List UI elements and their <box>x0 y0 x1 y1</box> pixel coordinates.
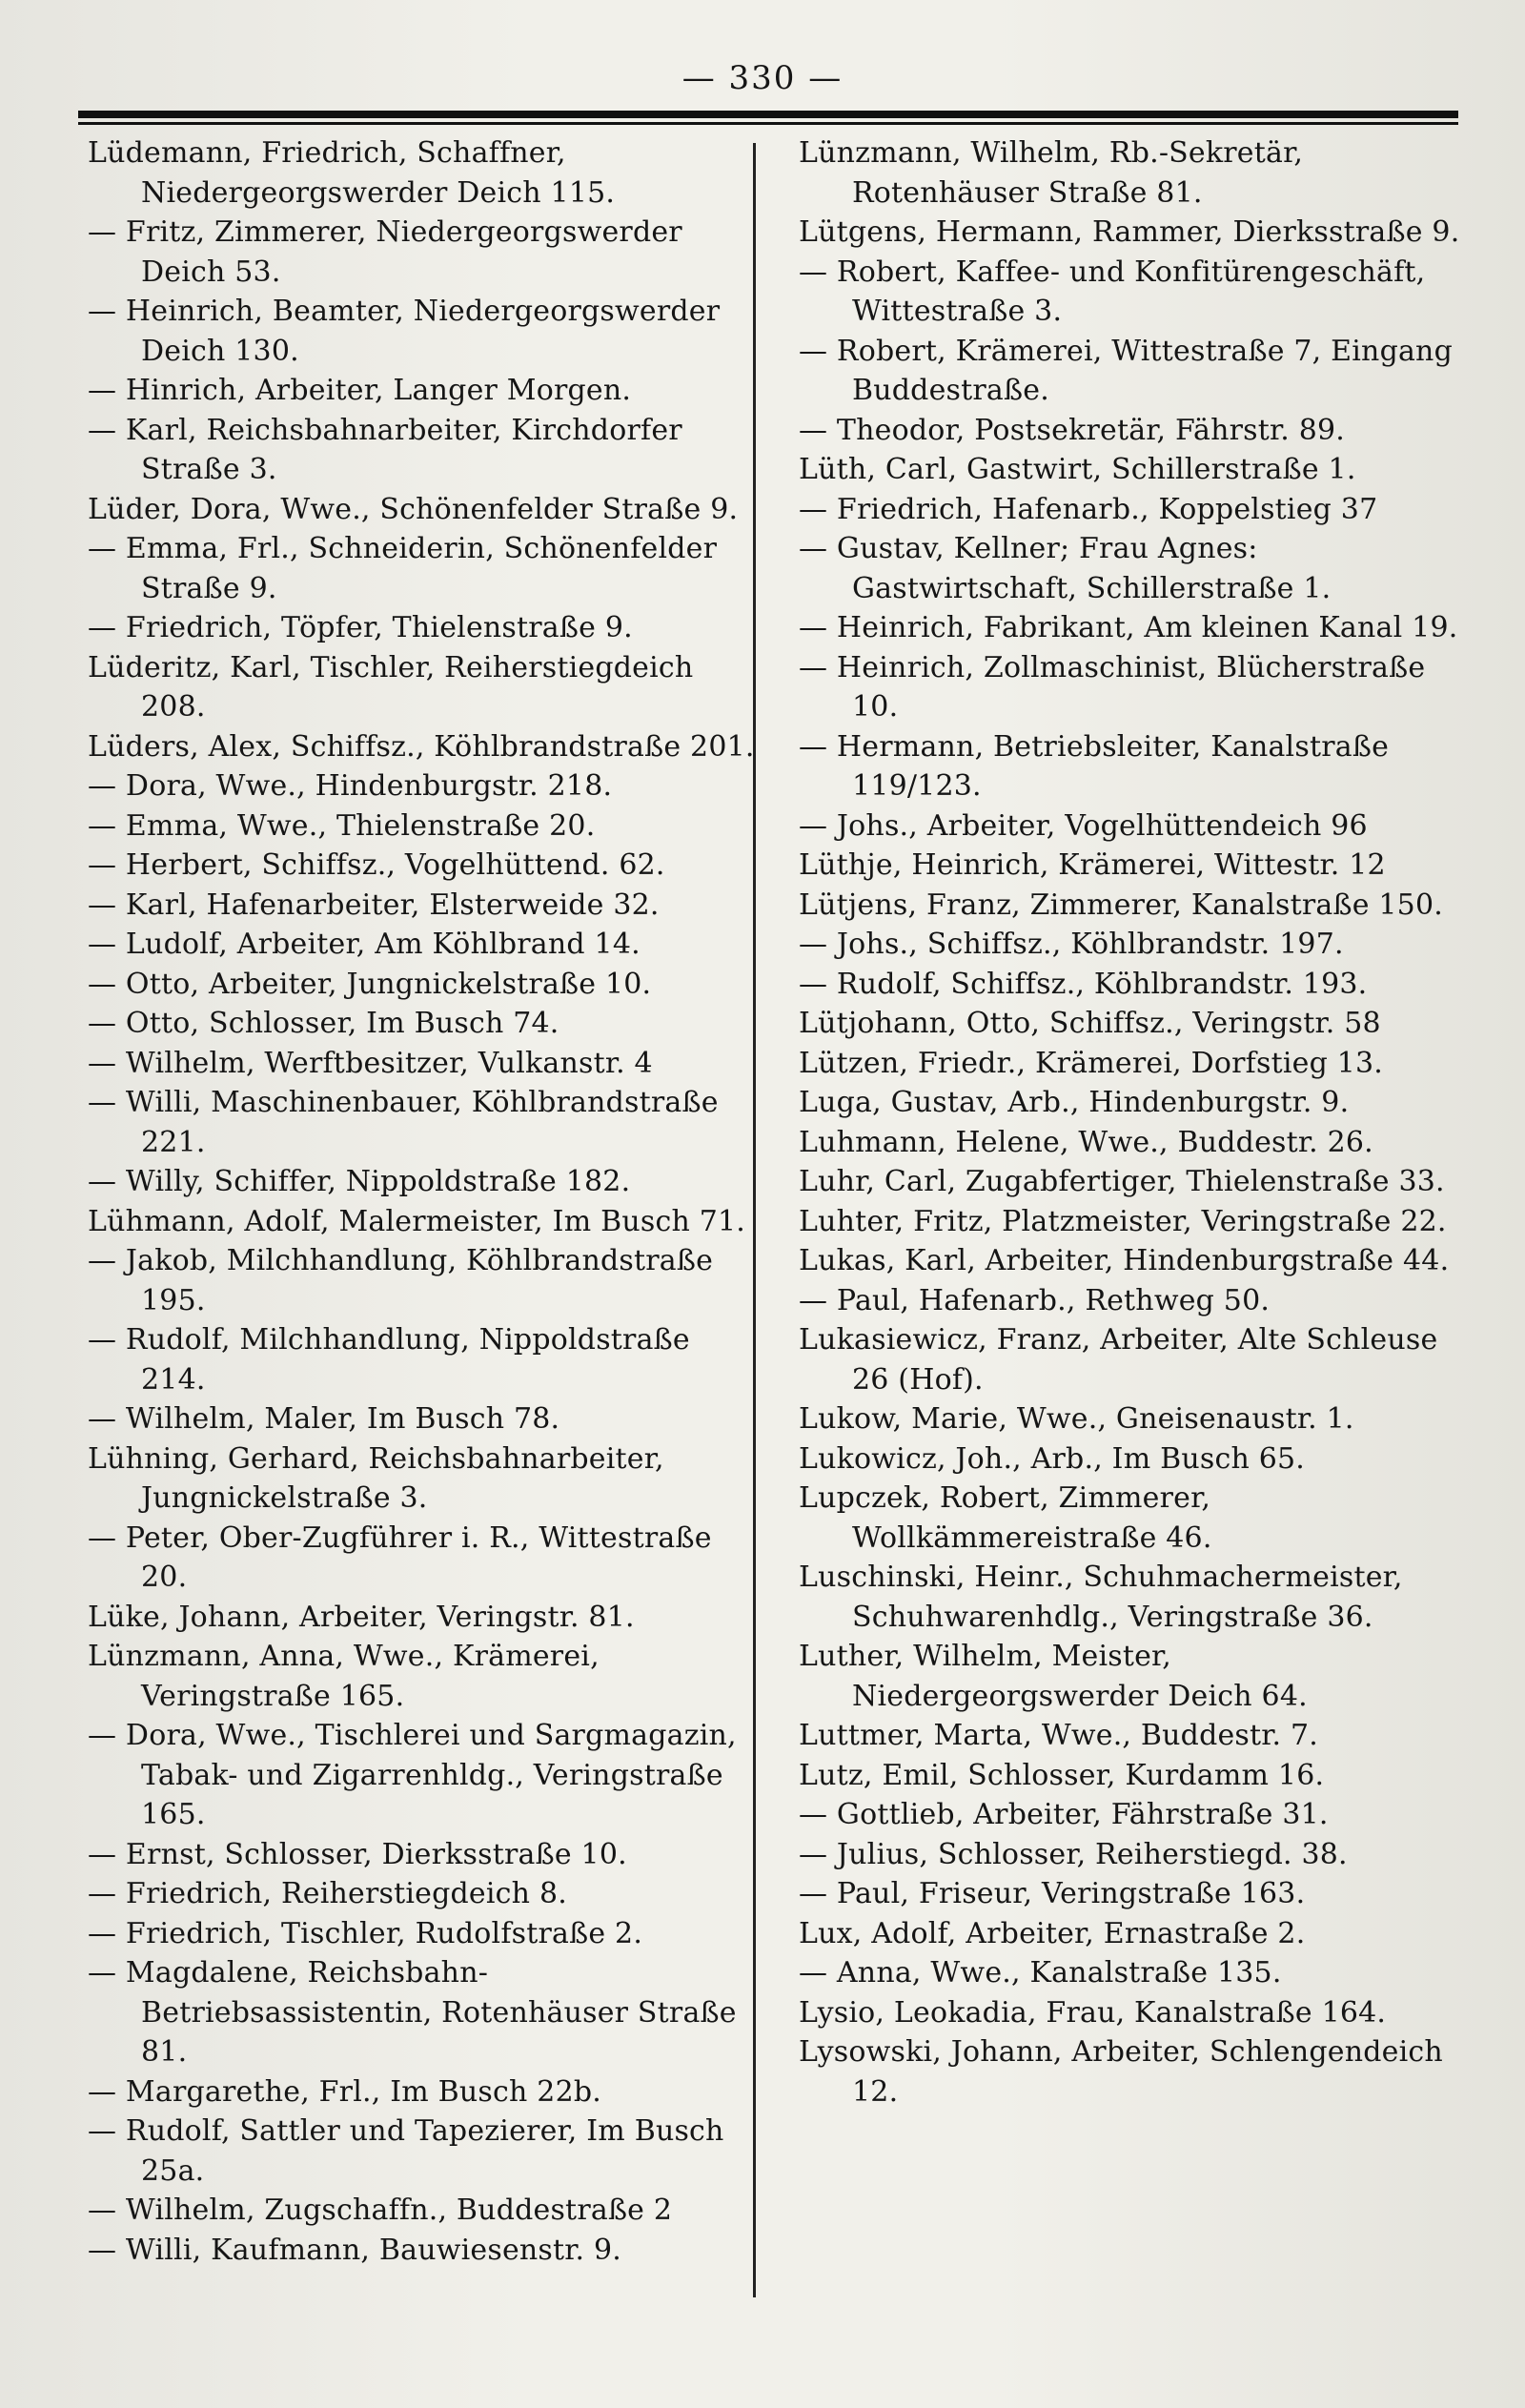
directory-entry: — Emma, Frl., Schneiderin, Schönenfelder Straße 9. <box>88 532 718 605</box>
directory-entry: — Rudolf, Milchhandlung, Nippoldstraße 214. <box>88 1323 690 1397</box>
directory-entry: Luttmer, Marta, Wwe., Buddestr. 7. <box>799 1719 1319 1752</box>
page-number: — 330 — <box>681 59 844 97</box>
directory-entry: — Peter, Ober-Zugführer i. R., Wittestraße 20. <box>88 1520 712 1594</box>
directory-entry: Luther, Wilhelm, Meister, Niedergeorgswerder Deich 64. <box>799 1640 1308 1713</box>
directory-entry: — Rudolf, Sattler und Tapezierer, Im Busch 25a. <box>88 2114 724 2188</box>
header-rule-thin <box>78 122 1458 125</box>
directory-entry: — Heinrich, Zollmaschinist, Blücherstraße 10. <box>799 650 1426 724</box>
directory-entry: — Wilhelm, Maler, Im Busch 78. <box>88 1402 560 1436</box>
directory-entry: — Otto, Arbeiter, Jungnickelstraße 10. <box>88 967 652 1001</box>
directory-entry: — Willy, Schiffer, Nippoldstraße 182. <box>88 1165 631 1198</box>
directory-entry: — Friedrich, Tischler, Rudolfstraße 2. <box>88 1916 643 1950</box>
directory-entry: — Ernst, Schlosser, Dierksstraße 10. <box>88 1837 627 1871</box>
directory-entry: — Dora, Wwe., Hindenburgstr. 218. <box>88 769 613 803</box>
directory-entry: Lüderitz, Karl, Tischler, Reiherstiegdeich 208. <box>88 650 694 724</box>
directory-entry: Lux, Adolf, Arbeiter, Ernastraße 2. <box>799 1916 1306 1950</box>
directory-entry: — Rudolf, Schiffsz., Köhlbrandstr. 193. <box>799 967 1368 1001</box>
directory-entry: — Willi, Kaufmann, Bauwiesenstr. 9. <box>88 2233 622 2267</box>
directory-entry: — Theodor, Postsekretär, Fährstr. 89. <box>799 413 1346 447</box>
directory-entry: Lüke, Johann, Arbeiter, Veringstr. 81. <box>88 1600 635 1634</box>
directory-entry: Lütjens, Franz, Zimmerer, Kanalstraße 150. <box>799 888 1443 922</box>
directory-entry: — Paul, Friseur, Veringstraße 163. <box>799 1877 1306 1910</box>
directory-entry: Lüders, Alex, Schiffsz., Köhlbrandstraße 201. <box>88 729 755 764</box>
directory-entry: — Willi, Maschinenbauer, Köhlbrandstraße 221. <box>88 1086 719 1159</box>
directory-entry: Lüdemann, Friedrich, Schaffner, Niedergeorgswerder Deich 115. <box>88 136 616 210</box>
directory-entry: — Julius, Schlosser, Reiherstiegd. 38. <box>799 1837 1348 1871</box>
directory-entry: Luhter, Fritz, Platzmeister, Veringstraße 22. <box>799 1204 1447 1238</box>
directory-entry: — Dora, Wwe., Tischlerei und Sargmagazin, Tabak- und Zigarrenhldg., Veringstraße 165. <box>88 1719 737 1831</box>
directory-entry: — Magdalene, Reichsbahn-Betriebsassistentin, Rotenhäuser Straße 81. <box>88 1956 737 2069</box>
directory-entry: — Hermann, Betriebsleiter, Kanalstraße 119/123. <box>799 729 1390 803</box>
directory-entry: — Heinrich, Fabrikant, Am kleinen Kanal 19. <box>799 611 1458 644</box>
directory-entry: — Karl, Reichsbahnarbeiter, Kirchdorfer Straße 3. <box>88 413 682 486</box>
directory-entry: Lutz, Emil, Schlosser, Kurdamm 16. <box>799 1758 1325 1792</box>
directory-entry: — Fritz, Zimmerer, Niedergeorgswerder Deich 53. <box>88 215 682 289</box>
left-column <box>88 133 755 2270</box>
directory-entry: — Jakob, Milchhandlung, Köhlbrandstraße 195. <box>88 1244 714 1317</box>
directory-entry: — Robert, Kaffee- und Konfitürengeschäft, Wittestraße 3. <box>799 255 1426 328</box>
directory-entry: — Gustav, Kellner; Frau Agnes: Gastwirtschaft, Schillerstraße 1. <box>799 532 1332 605</box>
directory-entry: — Otto, Schlosser, Im Busch 74. <box>88 1007 559 1040</box>
directory-entry: Lüder, Dora, Wwe., Schönenfelder Straße 9. <box>88 492 739 526</box>
directory-entry: Lühmann, Adolf, Malermeister, Im Busch 71. <box>88 1204 746 1238</box>
directory-entry: — Friedrich, Töpfer, Thielenstraße 9. <box>88 611 633 644</box>
directory-entry: Lützen, Friedr., Krämerei, Dorfstieg 13. <box>799 1046 1384 1080</box>
directory-entry: — Johs., Arbeiter, Vogelhüttendeich 96 <box>799 808 1368 843</box>
directory-entry: Lukas, Karl, Arbeiter, Hindenburgstraße 44. <box>799 1244 1450 1277</box>
directory-entry: Lütgens, Hermann, Rammer, Dierksstraße 9. <box>799 215 1460 249</box>
right-column <box>799 133 1466 2112</box>
directory-entry: — Heinrich, Beamter, Niedergeorgswerder Deich 130. <box>88 295 721 368</box>
directory-entry: — Gottlieb, Arbeiter, Fährstraße 31. <box>799 1798 1329 1831</box>
directory-entry: — Friedrich, Reiherstiegdeich 8. <box>88 1877 567 1910</box>
directory-entry: Lünzmann, Anna, Wwe., Krämerei, Veringstraße 165. <box>88 1640 600 1713</box>
directory-entry: Luschinski, Heinr., Schuhmachermeister, Schuhwarenhdlg., Veringstraße 36. <box>799 1561 1403 1634</box>
directory-entry: — Robert, Krämerei, Wittestraße 7, Eingang Buddestraße. <box>799 334 1453 407</box>
directory-entry: — Margarethe, Frl., Im Busch 22b. <box>88 2074 601 2109</box>
directory-entry: Lukow, Marie, Wwe., Gneisenaustr. 1. <box>799 1402 1354 1436</box>
directory-entry: Lütjohann, Otto, Schiffsz., Veringstr. 58 <box>799 1007 1381 1040</box>
directory-entry: — Ludolf, Arbeiter, Am Köhlbrand 14. <box>88 928 640 961</box>
directory-entry: Luhr, Carl, Zugabfertiger, Thielenstraße 33. <box>799 1165 1445 1198</box>
directory-entry: — Hinrich, Arbeiter, Langer Morgen. <box>88 374 632 407</box>
directory-entry: — Herbert, Schiffsz., Vogelhüttend. 62. <box>88 848 665 882</box>
directory-entry: Lühning, Gerhard, Reichsbahnarbeiter, Jungnickelstraße 3. <box>88 1441 664 1515</box>
directory-entry: Lüth, Carl, Gastwirt, Schillerstraße 1. <box>799 453 1356 486</box>
directory-entry: — Anna, Wwe., Kanalstraße 135. <box>799 1956 1282 1990</box>
directory-entry: Luhmann, Helene, Wwe., Buddestr. 26. <box>799 1125 1373 1159</box>
directory-entry: — Emma, Wwe., Thielenstraße 20. <box>88 808 596 843</box>
directory-entry: Lupczek, Robert, Zimmerer, Wollkämmereistraße 46. <box>799 1481 1212 1555</box>
header-rule-thick <box>78 111 1458 118</box>
directory-entry: Lünzmann, Wilhelm, Rb.-Sekretär, Rotenhäuser Straße 81. <box>799 136 1304 210</box>
directory-entry: — Paul, Hafenarb., Rethweg 50. <box>799 1283 1271 1317</box>
directory-entry: Lysowski, Johann, Arbeiter, Schlengendeich 12. <box>799 2035 1443 2109</box>
directory-entry: — Johs., Schiffsz., Köhlbrandstr. 197. <box>799 928 1344 961</box>
directory-entry: — Wilhelm, Werftbesitzer, Vulkanstr. 4 <box>88 1046 653 1080</box>
directory-entry: — Wilhelm, Zugschaffn., Buddestraße 2 <box>88 2194 673 2227</box>
directory-entry: Lüthje, Heinrich, Krämerei, Wittestr. 12 <box>799 848 1386 882</box>
directory-entry: Luga, Gustav, Arb., Hindenburgstr. 9. <box>799 1086 1350 1119</box>
directory-entry: — Karl, Hafenarbeiter, Elsterweide 32. <box>88 888 660 922</box>
directory-entry: Lukasiewicz, Franz, Arbeiter, Alte Schleuse 26 (Hof). <box>799 1323 1438 1397</box>
directory-entry: Lukowicz, Joh., Arb., Im Busch 65. <box>799 1441 1306 1476</box>
directory-entry: — Friedrich, Hafenarb., Koppelstieg 37 <box>799 492 1378 526</box>
directory-entry: Lysio, Leokadia, Frau, Kanalstraße 164. <box>799 1995 1387 2030</box>
